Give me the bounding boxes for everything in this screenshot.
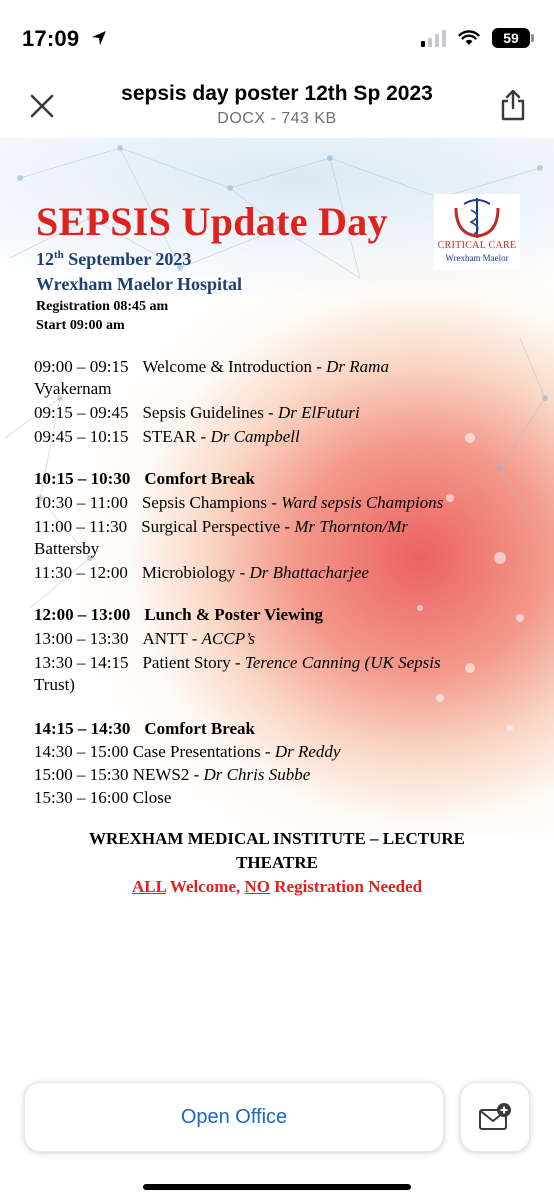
schedule-item-continued: Trust) [34,675,75,694]
registration-time: Registration 08:45 am [36,299,169,314]
date-suffix: th [54,249,64,261]
item-title: Close [132,788,172,807]
item-title: Comfort Break [144,469,255,488]
item-time: 12:00 – 13:00 [34,605,131,624]
item-time: 13:30 – 14:15 [34,653,129,672]
item-speaker: Dr Chris Subbe [203,765,311,784]
item-title: Surgical Perspective - [141,517,291,536]
item-time: 15:00 – 15:30 [34,765,129,784]
item-speaker: Dr ElFuturi [277,403,360,422]
schedule-break [34,604,323,626]
document-header [0,78,554,138]
battery-level: 59 [503,30,519,46]
logo-text-critical-care: CRITICAL CARE [437,240,517,251]
status-time: 17:09 [22,26,80,51]
item-time: 13:00 – 13:30 [34,629,129,648]
item-title: Comfort Break [144,719,255,738]
schedule-item [34,787,171,809]
schedule-item [34,426,300,448]
schedule-item-continued: Vyakernam [34,379,112,398]
item-title: Patient Story - [142,653,241,672]
schedule-item [34,402,360,424]
item-title: Welcome & Introduction - [142,357,322,376]
critical-care-logo [434,194,520,270]
item-time: 14:30 – 15:00 [34,742,129,761]
welcome-no: NO [244,877,271,896]
item-time: 09:15 – 09:45 [34,403,129,422]
status-indicators [421,28,530,48]
home-indicator [143,1184,411,1190]
mail-add-button[interactable] [460,1082,530,1152]
cellular-signal-icon [421,29,446,47]
venue-line-2: THEATRE [236,853,318,872]
document-meta: DOCX - 743 KB [217,110,337,127]
document-title: sepsis day poster 12th Sp 2023 [121,82,433,105]
welcome-mid: Welcome, [165,877,245,896]
item-speaker: ACCP’s [201,629,256,648]
schedule-item [34,628,255,650]
share-icon[interactable] [498,88,528,122]
item-title: Sepsis Champions - [141,493,277,512]
schedule-item [34,516,408,538]
schedule-item-continued: Battersby [34,539,100,558]
schedule-break [34,468,255,490]
schedule-item [34,741,340,763]
item-title: Microbiology - [141,563,246,582]
status-bar [0,0,554,78]
item-time: 11:30 – 12:00 [34,563,128,582]
date-rest: September 2023 [63,249,192,269]
item-speaker: Mr Thornton/Mr [294,517,409,536]
item-title: STEAR - [142,427,207,446]
item-time: 11:00 – 11:30 [34,517,128,536]
item-title: Sepsis Guidelines - [142,403,274,422]
schedule-item [34,764,310,786]
event-venue: Wrexham Maelor Hospital [36,274,242,294]
item-title: ANTT - [142,629,198,648]
schedule-break [34,718,255,740]
open-office-button[interactable]: Open Office [24,1082,444,1152]
schedule-item [34,356,389,378]
item-time: 10:30 – 11:00 [34,493,128,512]
schedule-item [34,492,443,514]
item-speaker: Ward sepsis Champions [281,493,444,512]
start-time: Start 09:00 am [36,318,125,333]
item-speaker: Dr Campbell [210,427,300,446]
item-time: 09:45 – 10:15 [34,427,129,446]
event-date [36,249,191,270]
item-title: NEWS2 - [132,765,200,784]
welcome-end: Registration Needed [270,877,423,896]
item-speaker: Dr Reddy [274,742,341,761]
item-title: Lunch & Poster Viewing [144,605,323,624]
caduceus-icon [434,194,520,240]
item-title: Case Presentations - [132,742,271,761]
item-time: 14:15 – 14:30 [34,719,131,738]
battery-icon [492,28,530,48]
welcome-line [0,877,554,897]
document-preview[interactable] [0,138,554,835]
poster-title: SEPSIS Update Day [36,199,388,244]
item-speaker: Terence Canning (UK Sepsis [244,653,441,672]
welcome-all: ALL [131,877,166,896]
item-speaker: Dr Bhattacharjee [249,563,369,582]
item-time: 09:00 – 09:15 [34,357,129,376]
mail-add-icon [478,1102,512,1132]
date-day: 12 [36,249,54,269]
wifi-icon [458,30,480,46]
venue-line-1: WREXHAM MEDICAL INSTITUTE – LECTURE [89,829,465,848]
item-speaker: Dr Rama [326,357,389,376]
schedule-item [34,652,441,674]
item-time: 15:30 – 16:00 [34,788,129,807]
location-arrow-icon [90,29,108,47]
logo-text-wrexham: Wrexham Maelor [445,253,509,263]
schedule-item [34,562,369,584]
item-time: 10:15 – 10:30 [34,469,131,488]
